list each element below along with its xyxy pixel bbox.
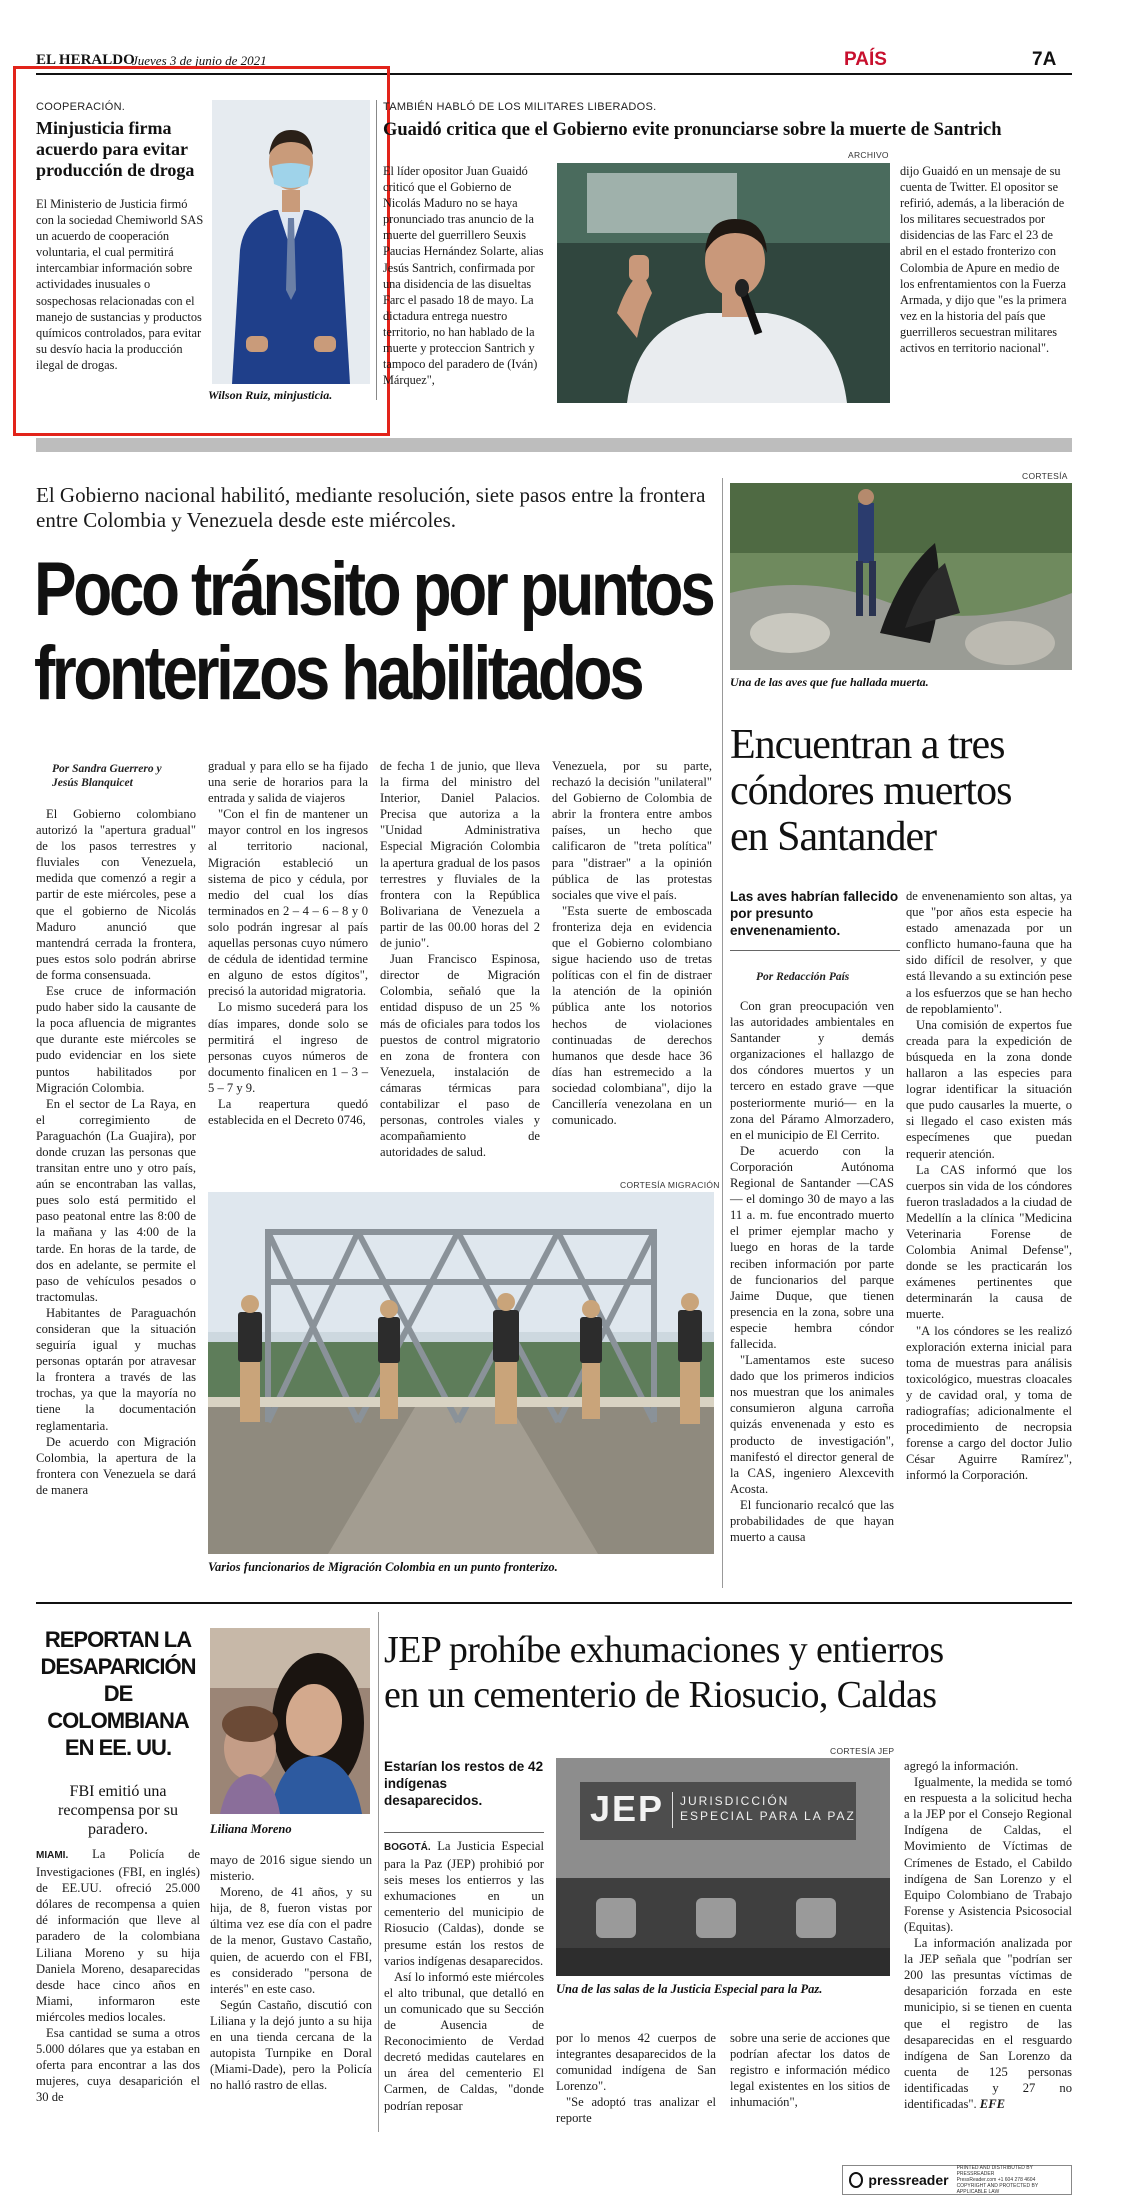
condores-subhead-rule — [730, 950, 900, 951]
pressreader-icon — [849, 2172, 863, 2188]
condores-photo — [730, 483, 1072, 670]
condores-col2 — [906, 888, 1072, 1483]
jep-col2-p1: por lo menos 42 cuerpos de integrantes desaparecidos de la comunidad indígena de San Lorenzo". — [556, 2031, 716, 2094]
condores-col2-p2: Una comisión de expertos fue creada para la expedición de búsqueda en la zona donde hallaron a las especies para lograr identificar la situación que pudo causarles la muerte, o si llegado el caso existen más especímenes que puedan requerir atención. — [906, 1017, 1072, 1161]
jep-headline — [384, 1628, 1084, 1718]
condores-headline — [730, 722, 1011, 860]
guaido-photo-credit: ARCHIVO — [848, 150, 889, 160]
minister-portrait-image — [212, 100, 370, 384]
main-col3-p1: de fecha 1 de junio, que lleva la firma del ministro del Interior, Daniel Palacios. Precisa que autoriza a la "Unidad Administrativa Especial Migración Colombia la apertura gradual de los pasos terrestres y fluviales de la frontera con la República Bolivariana de Venezuela a partir de las 00.00 horas del 2 de junio". — [380, 759, 540, 951]
jep-col4-p3 — [904, 1935, 1072, 2112]
section-name: PAÍS — [844, 49, 887, 70]
main-col1 — [36, 806, 196, 1498]
brief-divider — [376, 100, 377, 400]
jep-col4-p1: agregó la información. — [904, 1759, 1019, 1773]
section-separator-band — [36, 438, 1072, 452]
jep-subhead: Estarían los restos de 42 indígenas desaparecidos. — [384, 1759, 544, 1808]
brief-title: Minjusticia firma acuerdo para evitar producción de droga — [36, 118, 195, 180]
main-col3-p2: Juan Francisco Espinosa, director de Migración Colombia, señaló que la entidad dispuso de un 25 % más de oficiales para todos los puestos de control migratorio en zona de frontera con Venezuela, instalación de cámaras térmicas para contabilizar el paso de personas, controles viales y acompañamiento de autoridades de salud. — [380, 952, 540, 1160]
jep-headline-line2: en un cementerio de Riosucio, Caldas — [384, 1674, 937, 1716]
reportan-divider — [378, 1612, 379, 2132]
jep-headline-line1: JEP prohíbe exhumaciones y entierros — [384, 1629, 944, 1671]
jep-logo-divider — [672, 1792, 673, 1828]
main-col3 — [380, 758, 540, 1160]
main-photo-credit: CORTESÍA MIGRACIÓN — [620, 1180, 720, 1190]
guaido-kicker: TAMBIÉN HABLÓ DE LOS MILITARES LIBERADOS. — [383, 101, 657, 113]
jep-photo-caption: Una de las salas de la Justicia Especial para la Paz. — [556, 1982, 823, 1996]
condores-headline-line2: cóndores muertos — [730, 768, 1012, 814]
reportan-col1 — [36, 1846, 200, 2106]
main-photo-caption: Varios funcionarios de Migración Colombia en un punto fronterizo. — [208, 1560, 558, 1574]
main-col2-p1: gradual y para ello se ha fijado una serie de horarios para la entrada y salida de viajeros — [208, 759, 368, 806]
jep-col4-text: La información analizada por la JEP señala que "podrían ser 200 las presuntas víctimas de desaparición forzada en este municipio, si se tienen en cuenta que el registro de las desaparecidas en el resguardo indígena de San Lorenzo da cuenta de 125 personas identificadas y 27 no identificadas". — [904, 1936, 1072, 2111]
jep-col3-p1: sobre una serie de acciones que podrían afectar los datos de registro e información médico legal existentes en los sitios de inhumación", — [730, 2031, 890, 2110]
main-col4-p2: "Esta suerte de emboscada fronteriza deja en evidencia que el Gobierno colombiano sigue haciendo uso de tretas políticas con el fin de distraer la atención de la opinión pública ante los notorios hechos de violaciones continuadas de derechos humanos que desde hace 36 días han estremecido a la sociedad colombiana", dijo la Cancillería venezolana en un comunicado. — [552, 903, 712, 1128]
main-right-divider — [722, 478, 723, 1588]
jep-sign-line1: JURISDICCIÓN — [680, 1794, 790, 1808]
condores-col1-p4: El funcionario recalcó que las probabilidades de que hayan muerto a causa — [730, 1497, 894, 1545]
guaido-col1: El líder opositor Juan Guaidó criticó que el Gobierno de Nicolás Maduro no se haya pronunciado tras anuncio de la muerte del guerrillero Seuxis Paucias Hernández Solarte, alias Jesús Santrich, confirmada por una disidencia de las disueltas Farc el pasado 18 de mayo. La dictadura entrega nuestro territorio, no han hablado de la muerte y proteccion Santrich y tampoco del paradero de (Iván) Márquez", — [383, 164, 544, 388]
jep-col1-p2: Así lo informó este miércoles el alto tribunal, que detalló en un comunicado que su Sección de Ausencia de Reconocimiento de Verdad decretó medidas cautelares en un área del cementerio El Carmen, de Caldas, "donde podrían reposar — [384, 1969, 544, 2113]
main-col1-p2: Ese cruce de información pudo haber sido la causante de la poca afluencia de migrantes que durante este miércoles se pudo evidenciar en los siete puntos habilitados por Migración Colombia. — [36, 984, 196, 1095]
jep-agency-sign: EFE — [979, 2096, 1005, 2111]
jep-col4 — [904, 1758, 1072, 2112]
guaido-photo — [557, 163, 890, 403]
jep-col3 — [730, 2030, 890, 2110]
jep-col2 — [556, 2030, 716, 2127]
condores-col2-p1: de envenenamiento son altas, ya que "por años esta especie ha estado amenazada por un conflicto humano-fauna que ha sido difícil de resolver, y que está llevando a su extinción pese a los esfuerzos que se han hecho de repoblamiento". — [906, 889, 1072, 1016]
condores-col2-p4: "A los cóndores se les realizó exploración externa inicial para toma de muestras para análisis toxicológico, muestras cloacales y de cavidad oral, y toma de radiografías; adicionalmente el procedimiento de necropsia forense a cargo del doctor Julio César Aguirre Ramírez", informó la Corporación. — [906, 1323, 1072, 1483]
condores-byline: Por Redacción País — [756, 971, 850, 983]
main-deck: El Gobierno nacional habilitó, mediante resolución, siete pasos entre la frontera entre Colombia y Venezuela desde este miércoles. — [36, 483, 706, 532]
reportan-col2-p1: mayo de 2016 sigue siendo un misterio. — [210, 1853, 372, 1884]
pressreader-badge[interactable] — [842, 2165, 1072, 2195]
main-byline — [52, 762, 162, 790]
main-photo — [208, 1192, 714, 1554]
jep-col1 — [384, 1838, 544, 2114]
reportan-photo-caption: Liliana Moreno — [210, 1822, 292, 1836]
bottom-section-rule — [36, 1602, 1072, 1604]
main-col2-p3: Lo mismo sucederá para los días impares, donde solo se permitirá el ingreso de personas cuyos números de documento finalicen en 1 – 3 – 5 – 7 y 9. — [208, 1000, 368, 1095]
condores-col2-p3: La CAS informó que los cuerpos sin vida de los cóndores fueron trasladados a la ciudad de Medellín a la clínica "Medicina Veterinaria Forense de Colombia Animal Defense", donde se les practicarán los exámenes pertinentes que determinarán la causa de muerte. — [906, 1162, 1072, 1322]
pressreader-fine-2: PressReader.com +1 604 278 4604 — [956, 2177, 1036, 2183]
main-byline-line1: Por Sandra Guerrero y — [52, 763, 162, 775]
jep-col4-p2: Igualmente, la medida se tomó en respuesta a la solicitud hecha a la JEP por el Consejo Regional Indígena de Caldas, el Movimiento de Víctimas de Crímenes de Estado, el Cabildo indígena de San Lorenzo y el Equipo Colombiano de Trabajo Forense y Asistencia Psicosocial (Equitas). — [904, 1775, 1072, 1934]
main-col2-p4: La reapertura quedó establecida en el Decreto 0746, — [208, 1096, 368, 1128]
reportan-col2-p3: Según Castaño, discutió con Liliana y la dejó junto a su hija en una tienda cercana de la autopista Turnpike en Doral (Miami-Dade), pero la Policía no halló rastro de ellas. — [210, 1997, 372, 2093]
paper-name: EL HERALDO — [36, 52, 135, 68]
pressreader-fine-3: COPYRIGHT AND PROTECTED BY APPLICABLE LAW — [956, 2183, 1039, 2195]
guaido-speaking-image — [557, 163, 890, 403]
pressreader-brand: pressreader — [868, 2172, 949, 2188]
missing-woman-image — [210, 1628, 370, 1814]
condores-photo-caption: Una de las aves que fue hallada muerta. — [730, 675, 929, 689]
condores-subhead: Las aves habrían fallecido por presunto envenenamiento. — [730, 889, 899, 938]
reportan-photo — [210, 1628, 370, 1814]
brief-photo — [212, 100, 370, 384]
jep-sign-line2: ESPECIAL PARA LA PAZ — [680, 1809, 856, 1823]
condores-col1-p3: "Lamentamos este suceso dado que los primeros indicios nos muestran que los animales consumieron alguna carroña quizás envenenada y esto es producto de investigación", manifestó el director general de la CAS, ingeniero Alexcevith Acosta. — [730, 1353, 894, 1496]
reportan-col1-text: La Policía de Investigaciones (FBI, en inglés) de EE.UU. ofreció 25.000 dólares de recompensa a quien dé información que lleve al paradero de la colombiana Liliana Moreno y su hija Daniela Moreno, desaparecidas desde hace cinco años en Miami, informaron este miércoles medios locales. — [36, 1847, 200, 2024]
reportan-col1-p1 — [36, 1846, 200, 2025]
jep-logo-mark: JEP — [590, 1788, 665, 1829]
main-col1-p5: De acuerdo con Migración Colombia, la apertura de la frontera con Venezuela se dará de manera — [36, 1434, 196, 1497]
condores-photo-credit: CORTESÍA — [1022, 471, 1068, 481]
jep-subhead-rule — [384, 1832, 544, 1833]
dead-condor-image — [730, 483, 1072, 670]
main-col1-p3: En el sector de La Raya, en el corregimiento de Paraguachón (La Guajira), por donde cruzan las personas que transitan entre uno y otro país, aún se encontraban las vallas, pues solo está permitido el paso peatonal entre las 8:00 de la mañana y las 4:00 de la tarde. En horas de la tarde, de dos en adelante, se permite el paso de vehículos pesados o tractomulas. — [36, 1096, 196, 1304]
issue-date: Jueves 3 de junio de 2021 — [132, 53, 267, 68]
reportan-col2-p2: Moreno, de 41 años, y su hija, de 8, fueron vistas por última vez ese día con el padre de la menor, Gustavo Castaño, quien, de acuerdo con el FBI, es considerado "persona de interés" en este caso. — [210, 1885, 372, 1996]
pressreader-fineprint — [957, 2165, 1065, 2195]
page-number: 7A — [1032, 49, 1057, 70]
jep-col2-p2: "Se adoptó tras analizar el reporte — [556, 2095, 716, 2126]
jep-sign-text — [680, 1794, 856, 1824]
brief-photo-caption: Wilson Ruiz, minjusticia. — [208, 388, 333, 402]
condores-col1-p2: De acuerdo con la Corporación Autónoma Regional de Santander —CAS— el domingo 30 de mayo a las 11 a. m. fue encontrado muerto el primer ejemplar macho y luego en horas de la tarde reciben información por parte de funcionarios del parque Jaime Duque, que tienen presencia en la zona, sobre una especie hembra cóndor fallecida. — [730, 1143, 894, 1351]
main-col4 — [552, 758, 712, 1128]
reportan-headline: REPORTAN LA DESAPARICIÓN DE COLOMBIANA EN EE. UU. — [40, 1627, 196, 1760]
condores-col1 — [730, 998, 894, 1545]
jep-col1-p1 — [384, 1838, 544, 1969]
reportan-col2 — [210, 1852, 372, 2093]
condores-headline-line3: en Santander — [730, 814, 937, 860]
main-col1-p1: El Gobierno colombiano autorizó la "apertura gradual" de los pasos terrestres y fluviales con Venezuela, medida que comenzó a regir a partir de este miércoles, pese a que el gobierno de Nicolás Maduro anunció que mantendrá cerrada la frontera, pues estos solo podrán abrirse de forma consensuada. — [36, 807, 196, 982]
reportan-dateline: MIAMI. — [36, 1850, 69, 1861]
pressreader-fine-1: PRINTED AND DISTRIBUTED BY PRESSREADER — [956, 2165, 1033, 2177]
border-bridge-image — [208, 1192, 714, 1554]
reportan-col1-p2: Esa cantidad se suma a otros 5.000 dólares que ya estaban en oferta para encontrar a las dos mujeres, cuya desaparición el 30 de — [36, 2026, 200, 2105]
jep-photo-credit: CORTESÍA JEP — [830, 1746, 895, 1756]
jep-col1-text: La Justicia Especial para la Paz (JEP) prohibió por seis meses los entierros y las exhumaciones en un cementerio del municipio de Riosucio (Caldas), donde se presume están los restos de varios indígenas desaparecidos. — [384, 1839, 545, 1968]
brief-body: El Ministerio de Justicia firmó con la sociedad Chemiworld SAS un acuerdo de cooperación voluntaria, el cual permitirá intercambiar información sobre actividades inusuales o sospechosas relacionadas con el manejo de sustancias y productos químicos controlados, para evitar su desvío hacia la producción ilegal de drogas. — [36, 197, 204, 372]
main-headline-line1: Poco tránsito por puntos — [34, 547, 713, 632]
main-byline-line2: Jesús Blanquicet — [52, 777, 133, 789]
main-col4-p1: Venezuela, por su parte, rechazó la decisión "unilateral" del Gobierno de Colombia de abrir la frontera entre ambos países, un hecho que calificaron de "treta política" para "distraer" a la opinión pública de las protestas sociales que vive el país. — [552, 759, 712, 902]
condores-col1-p1: Con gran preocupación ven las autoridades ambientales en Santander y demás organizaciones el hallazgo de dos cóndores muertos y un tercero en estado grave —que posteriormente murió— en la zona del Páramo Almorzadero, en el municipio de El Cerrito. — [730, 999, 894, 1142]
reportan-subhead: FBI emitió una recompensa por su paradero. — [58, 1783, 178, 1838]
main-col2 — [208, 758, 368, 1128]
jep-photo — [556, 1758, 890, 1976]
brief-kicker: COOPERACIÓN. — [36, 101, 126, 113]
jep-dateline: BOGOTÁ. — [384, 1842, 431, 1853]
main-col2-p2: "Con el fin de mantener un mayor control en los ingresos al territorio nacional, Migración estableció un sistema de pico y cédula, por medio del cual los días terminados en 2 – 4 – 6 – 8 y 0 solo podrán ingresar al país aquellas personas cuyo número de cédula de identidad termine en alguno de estos dígitos", precisó la autoridad migratoria. — [208, 807, 368, 999]
main-col1-p4: Habitantes de Paraguachón consideran que la situación seguiría igual y muchas personas optarán por atravesar la frontera a través de las trochas, ya que la mayoría no tiene la documentación reglamentaria. — [36, 1305, 196, 1433]
guaido-col2: dijo Guaidó en un mensaje de su cuenta de Twitter. El opositor se refirió, además, a la liberación de los militares secuestrados por disidencias de las Farc el 23 de abril en el estado fronterizo con Colombia de Apure en medio de los enfrentamientos con la Fuerza Armada, y dijo que "es la primera vez en la historia del país que guerrilleros secuestran militares activos en territorio nacional". — [900, 164, 1067, 356]
main-headline-line2: fronterizos habilitados — [34, 631, 642, 716]
guaido-title: Guaidó critica que el Gobierno evite pronunciarse sobre la muerte de Santrich — [383, 120, 1002, 140]
condores-headline-line1: Encuentran a tres — [730, 722, 1005, 768]
